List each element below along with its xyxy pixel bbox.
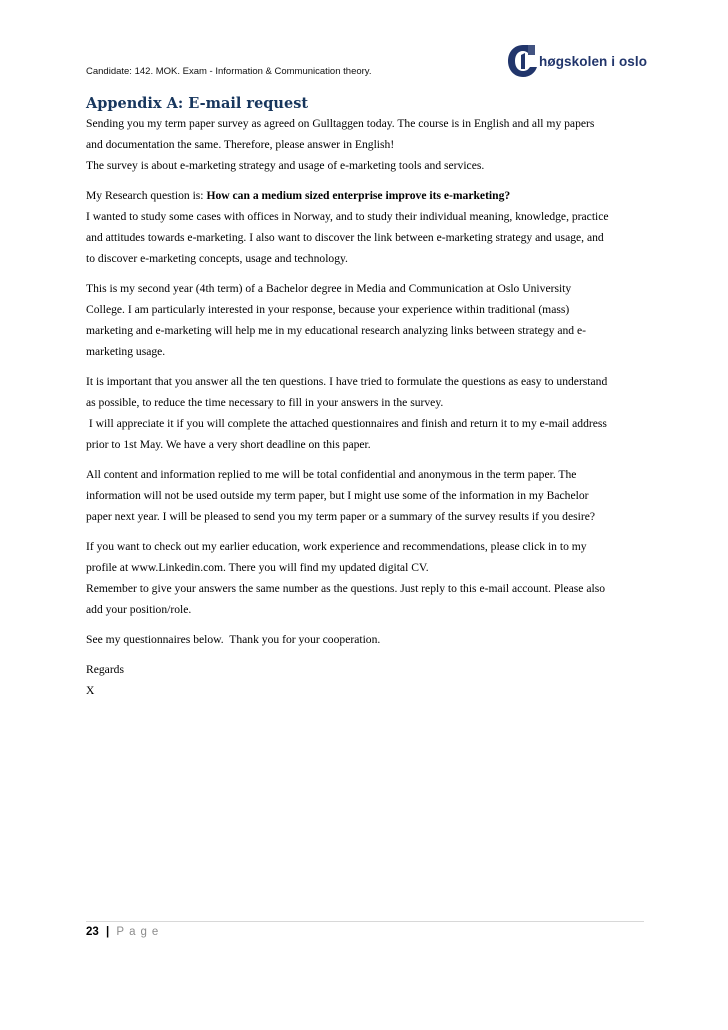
text-line: I will appreciate it if you will complete the attached questionnaires and finish and return it to my e-mail address: [86, 417, 607, 430]
text-line: See my questionnaires below. Thank you for your cooperation.: [86, 633, 381, 646]
paragraph-confidentiality: [86, 464, 652, 527]
text-line: as possible, to reduce the time necessary to fill in your answers in the survey.: [86, 396, 444, 409]
footer-divider: [86, 921, 644, 922]
paragraph-instructions: [86, 371, 652, 455]
research-question-line: [86, 185, 652, 206]
text-line: paper next year. I will be pleased to send you my term paper or a summary of the survey results if you desire?: [86, 510, 596, 523]
paragraph-intro: [86, 113, 652, 176]
text-line: The survey is about e-marketing strategy and usage of e-marketing tools and services.: [86, 159, 485, 172]
text-line: marketing usage.: [86, 345, 166, 358]
text-line: information will not be used outside my term paper, but I might use some of the information in my Bachelor: [86, 489, 589, 502]
text-line: add your position/role.: [86, 603, 192, 616]
school-logo: [506, 42, 646, 82]
page-number: 23: [86, 926, 99, 938]
paragraph-background: [86, 278, 652, 362]
logo-text: høgskolen i oslo: [539, 54, 648, 69]
text-line: It is important that you answer all the ten questions. I have tried to formulate the questions as easy to understand: [86, 375, 608, 388]
text-line: and documentation the same. Therefore, please answer in English!: [86, 138, 395, 151]
text-line: College. I am particularly interested in your response, because your experience within traditional (mass): [86, 303, 570, 316]
paragraph-profile: [86, 536, 652, 620]
logo-emblem-icon: [506, 42, 540, 80]
text-line: If you want to check out my earlier education, work experience and recommendations, please click in to my: [86, 540, 587, 553]
page-footer: [86, 926, 163, 938]
paragraph-research-question: [86, 185, 652, 269]
letter-body: [86, 113, 652, 710]
research-question-prefix: My Research question is:: [86, 189, 207, 202]
page-label: Page: [116, 926, 164, 938]
paragraph-signature: [86, 659, 652, 701]
text-line: marketing and e-marketing will help me in my educational research analyzing links between strategy and e-: [86, 324, 586, 337]
text-line: to discover e-marketing concepts, usage and technology.: [86, 252, 348, 265]
appendix-title: Appendix A: E-mail request: [86, 95, 309, 112]
text-line: prior to 1st May. We have a very short deadline on this paper.: [86, 438, 371, 451]
research-question-bold: How can a medium sized enterprise improve its e-marketing?: [206, 189, 511, 202]
text-line: Sending you my term paper survey as agreed on Gulltaggen today. The course is in English and all my papers: [86, 117, 595, 130]
text-line: Remember to give your answers the same number as the questions. Just reply to this e-mail account. Please also: [86, 582, 606, 595]
footer-separator: |: [106, 926, 110, 938]
paragraph-closing: [86, 629, 652, 650]
document-header: Candidate: 142. MOK. Exam - Information & Communication theory.: [86, 66, 372, 77]
signature-line: X: [86, 684, 95, 697]
text-line: This is my second year (4th term) of a Bachelor degree in Media and Communication at Oslo University: [86, 282, 572, 295]
text-line: and attitudes towards e-marketing. I also want to discover the link between e-marketing strategy and usage, and: [86, 231, 604, 244]
text-line: All content and information replied to me will be total confidential and anonymous in the term paper. The: [86, 468, 577, 481]
text-line: profile at www.Linkedin.com. There you will find my updated digital CV.: [86, 561, 429, 574]
regards-line: Regards: [86, 663, 124, 676]
text-line: I wanted to study some cases with offices in Norway, and to study their individual meaning, knowledge, practice: [86, 210, 609, 223]
